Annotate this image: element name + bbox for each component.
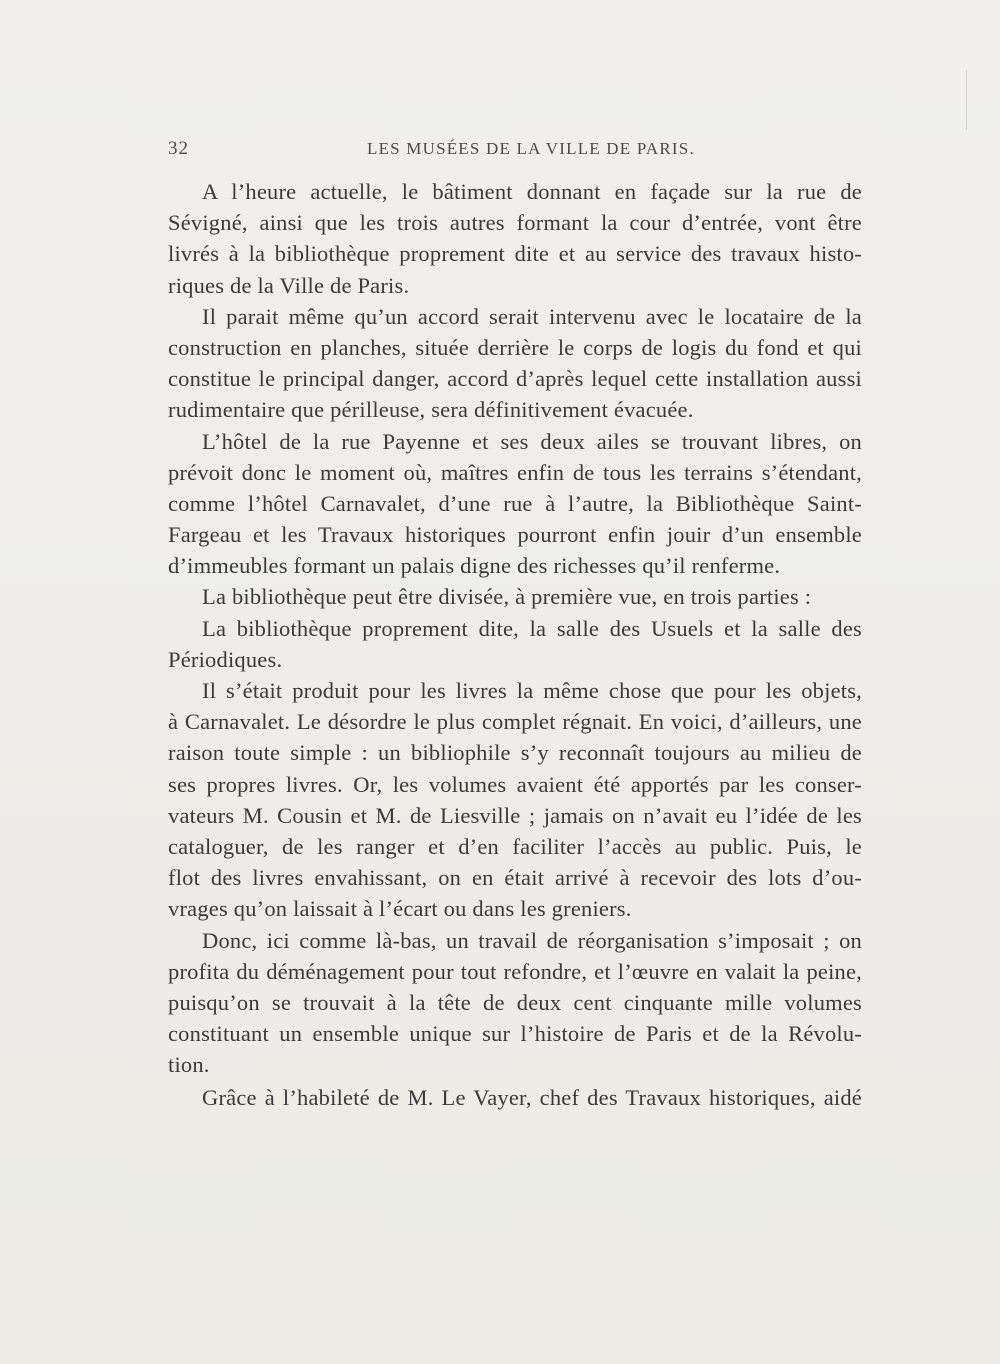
paragraph <box>168 176 862 301</box>
text-line: vateurs M. Cousin et M. de Liesville ; jamais on n’avait eu l’idée de les <box>168 802 862 828</box>
text-line: tion. <box>168 1052 210 1078</box>
page-number: 32 <box>168 138 189 159</box>
text-line: vrages qu’on laissait à l’écart ou dans les greniers. <box>168 896 632 922</box>
text-line: constituant un ensemble unique sur l’histoire de Paris et de la Révolu- <box>168 1021 862 1047</box>
page-crease <box>966 70 967 130</box>
text-line: A l’heure actuelle, le bâtiment donnant en façade sur la rue de <box>202 179 862 204</box>
text-line: Périodiques. <box>168 646 283 672</box>
text-line: à Carnavalet. Le désordre le plus complet régnait. En voici, d’ailleurs, une <box>168 709 862 735</box>
text-line: Il s’était produit pour les livres la même chose que pour les objets, <box>202 678 862 703</box>
paragraph <box>168 613 862 675</box>
text-line: d’immeubles formant un palais digne des richesses qu’il renferme. <box>168 553 781 579</box>
paragraph <box>168 301 862 426</box>
paragraph <box>168 426 862 582</box>
paragraph <box>168 581 862 612</box>
text-line: ses propres livres. Or, les volumes avaient été apportés par les conser- <box>168 771 862 797</box>
text-line: construction en planches, située derrière le corps de logis du fond et qui <box>168 334 862 360</box>
text-line: constitue le principal danger, accord d’après lequel cette installation aussi <box>168 366 862 392</box>
text-line: rudimentaire que périlleuse, sera définitivement évacuée. <box>168 397 694 423</box>
text-line: Sévigné, ainsi que les trois autres formant la cour d’entrée, vont être <box>168 210 862 236</box>
text-line: L’hôtel de la rue Payenne et ses deux ailes se trouvant libres, on <box>202 428 862 454</box>
text-line: puisqu’on se trouvait à la tête de deux cent cinquante mille volumes <box>168 989 862 1015</box>
text-line: Grâce à l’habileté de M. Le Vayer, chef des Travaux historiques, aidé <box>202 1085 862 1111</box>
text-line: cataloguer, de les ranger et d’en faciliter l’accès au public. Puis, le <box>168 833 862 859</box>
running-head: LES MUSÉES DE LA VILLE DE PARIS. <box>367 139 695 158</box>
page-header <box>168 138 862 164</box>
text-line: riques de la Ville de Paris. <box>168 272 410 298</box>
paragraph <box>168 675 862 925</box>
paragraph <box>168 1082 862 1113</box>
text-line: comme l’hôtel Carnavalet, d’une rue à l’autre, la Bibliothèque Saint- <box>168 490 862 516</box>
text-line: raison toute simple : un bibliophile s’y reconnaît toujours au milieu de <box>168 740 862 766</box>
text-line: flot des livres envahissant, on en était arrivé à recevoir des lots d’ou- <box>168 865 862 891</box>
text-line: Il parait même qu’un accord serait intervenu avec le locataire de la <box>202 303 862 329</box>
text-line: La bibliothèque proprement dite, la salle des Usuels et la salle des <box>202 615 862 641</box>
paragraph <box>168 925 862 1081</box>
body-text <box>168 176 862 1114</box>
text-line: La bibliothèque peut être divisée, à première vue, en trois parties : <box>202 584 812 610</box>
text-line: Donc, ici comme là-bas, un travail de réorganisation s’imposait ; on <box>202 927 862 953</box>
text-line: profita du déménagement pour tout refondre, et l’œuvre en valait la peine, <box>168 958 862 984</box>
text-line: livrés à la bibliothèque proprement dite et au service des travaux histo- <box>168 241 862 267</box>
text-line: Fargeau et les Travaux historiques pourront enfin jouir d’un ensemble <box>168 522 862 548</box>
text-line: prévoit donc le moment où, maîtres enfin de tous les terrains s’étendant, <box>168 459 862 485</box>
